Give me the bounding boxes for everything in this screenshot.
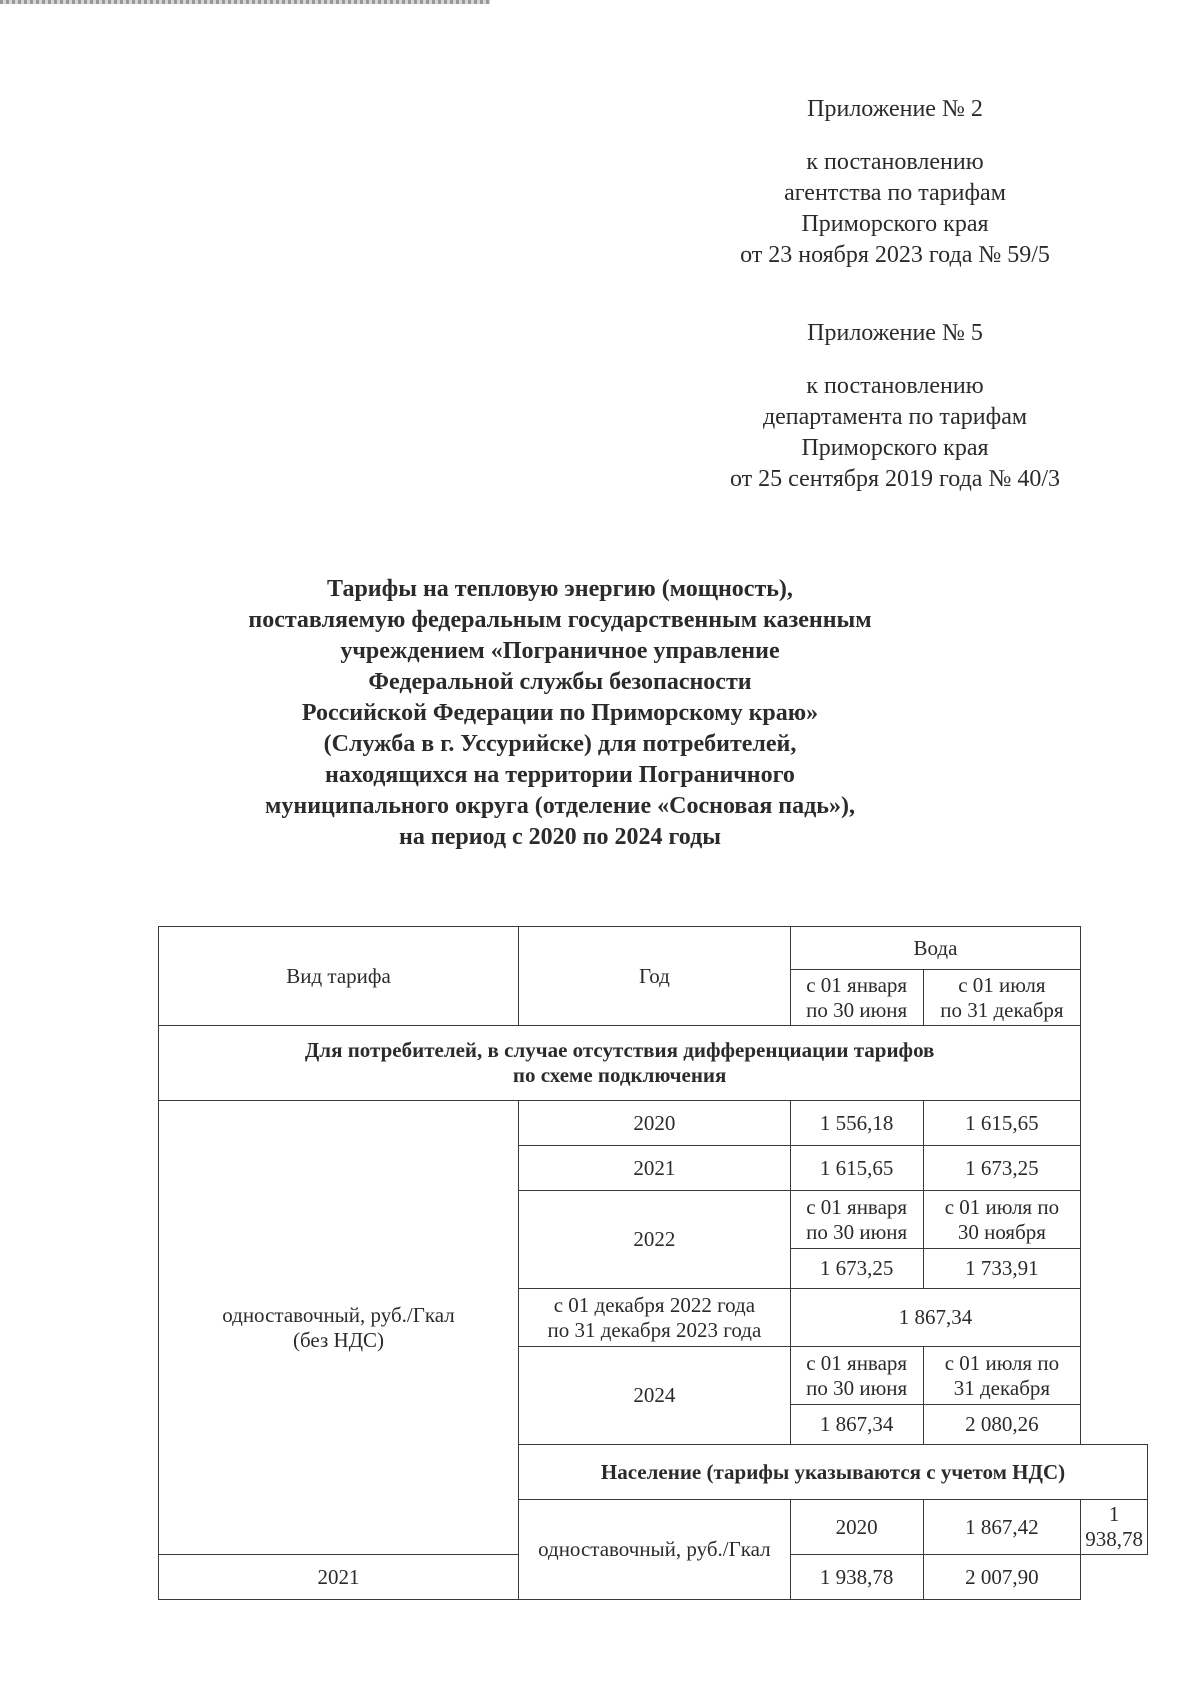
period-line: по 30 июня — [806, 1219, 908, 1244]
period-line: с 01 июля по — [944, 1194, 1060, 1219]
period-line: 31 декабря — [953, 1375, 1051, 1400]
appendix-5-line: к постановлению — [806, 373, 984, 399]
title-line: муниципального округа (отделение «Сосновая падь»), — [265, 793, 855, 819]
year-cell: 2024 — [519, 1347, 791, 1445]
value-cell: 1 556,18 — [790, 1101, 923, 1146]
period-line: с 01 июля по — [944, 1350, 1060, 1375]
scan-edge — [0, 0, 490, 4]
appendix-2-block — [685, 94, 1105, 271]
appendix-5-block — [685, 318, 1105, 495]
year-cell: 2021 — [159, 1555, 519, 1600]
tariff-type-cell: одноставочный, руб./Гкал — [519, 1500, 791, 1600]
value-cell: 1 867,42 — [923, 1500, 1081, 1555]
tariff-type-line: (без НДС) — [293, 1327, 385, 1352]
period-line: с 01 декабря 2022 года — [553, 1292, 756, 1317]
appendix-2-heading: Приложение № 2 — [807, 96, 983, 122]
title-line: Тарифы на тепловую энергию (мощность), — [327, 576, 793, 602]
header-half2 — [923, 970, 1081, 1026]
period-line: с 01 января — [806, 1350, 908, 1375]
period-cell — [790, 1191, 923, 1249]
header-water: Вода — [790, 927, 1081, 970]
value-cell: 1 615,65 — [923, 1101, 1081, 1146]
appendix-2-line: от 23 ноября 2023 года № 59/5 — [740, 242, 1050, 268]
period-line: с 01 января — [806, 1194, 908, 1219]
tariff-type-line: одноставочный, руб./Гкал — [222, 1302, 455, 1327]
appendix-2-line: Приморского края — [801, 211, 989, 237]
value-cell: 1 867,34 — [790, 1289, 1081, 1347]
table-row — [159, 1101, 1148, 1146]
value-cell: 1 938,78 — [790, 1555, 923, 1600]
year-cell: 2020 — [519, 1101, 791, 1146]
year-cell: 2022 — [519, 1191, 791, 1289]
section-heading-population: Население (тарифы указываются с учетом НДС) — [519, 1445, 1148, 1500]
period-line: по 30 июня — [806, 1375, 908, 1400]
title-line: Федеральной службы безопасности — [368, 669, 752, 695]
header-half1 — [790, 970, 923, 1026]
title-line: (Служба в г. Уссурийске) для потребителей, — [323, 731, 797, 757]
appendix-5-line: Приморского края — [801, 435, 989, 461]
value-cell: 1 615,65 — [790, 1146, 923, 1191]
period-line: по 31 декабря 2023 года — [547, 1317, 762, 1342]
title-line: Российской Федерации по Приморскому краю» — [301, 700, 819, 726]
appendix-5-heading: Приложение № 5 — [807, 320, 983, 346]
title-line: находящихся на территории Пограничного — [325, 762, 795, 788]
period-cell — [923, 1191, 1081, 1249]
title-line: учреждением «Пограничное управление — [340, 638, 780, 664]
section-line: по схеме подключения — [512, 1063, 727, 1087]
header-row — [159, 927, 1148, 970]
value-cell: 2 080,26 — [923, 1405, 1081, 1445]
header-tariff-type: Вид тарифа — [159, 927, 519, 1026]
year-cell: 2021 — [519, 1146, 791, 1191]
document-title — [210, 574, 910, 853]
section-row — [159, 1026, 1148, 1101]
period-line: 30 ноября — [957, 1219, 1046, 1244]
appendix-5-line: от 25 сентября 2019 года № 40/3 — [729, 466, 1061, 492]
value-cell: 1 938,78 — [1081, 1500, 1148, 1555]
appendix-2-line: агентства по тарифам — [784, 180, 1006, 206]
title-line: поставляемую федеральным государственным казенным — [248, 607, 872, 633]
period-cell — [790, 1347, 923, 1405]
value-cell: 1 673,25 — [790, 1249, 923, 1289]
appendix-2-line: к постановлению — [806, 149, 984, 175]
header-half2-line: с 01 июля — [958, 972, 1046, 997]
header-year: Год — [519, 927, 791, 1026]
value-cell: 2 007,90 — [923, 1555, 1081, 1600]
period-cell — [923, 1347, 1081, 1405]
year-cell: 2020 — [790, 1500, 923, 1555]
value-cell: 1 673,25 — [923, 1146, 1081, 1191]
section-line: Для потребителей, в случае отсутствия дифференциации тарифов — [304, 1038, 935, 1062]
header-half1-line: по 30 июня — [806, 997, 908, 1022]
title-line: на период с 2020 по 2024 годы — [399, 824, 721, 850]
tariff-type-cell — [159, 1101, 519, 1555]
value-cell: 1 867,34 — [790, 1405, 923, 1445]
header-half2-line: по 31 декабря — [940, 997, 1064, 1022]
period-cell — [519, 1289, 791, 1347]
tariff-table — [158, 926, 1148, 1600]
header-half1-line: с 01 января — [806, 972, 908, 997]
appendix-5-line: департамента по тарифам — [762, 404, 1028, 430]
section-heading-consumers — [159, 1026, 1081, 1101]
value-cell: 1 733,91 — [923, 1249, 1081, 1289]
